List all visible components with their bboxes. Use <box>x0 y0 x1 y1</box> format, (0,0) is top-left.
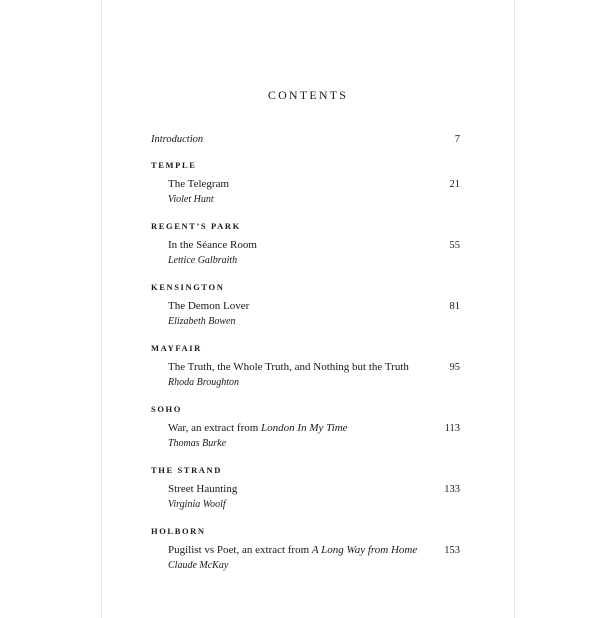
entry-author: Virginia Woolf <box>168 499 226 510</box>
page-title: CONTENTS <box>267 88 349 102</box>
section-heading: TEMPLE <box>151 160 197 170</box>
entry-page-number: 95 <box>449 362 460 373</box>
contents-section <box>151 526 460 587</box>
contents-section <box>151 465 460 526</box>
introduction-page-number: 7 <box>454 134 460 145</box>
entry-title <box>168 178 229 190</box>
contents-section <box>151 282 460 343</box>
section-heading: REGENT’S PARK <box>151 221 241 231</box>
entry-author: Lettice Galbraith <box>168 255 238 266</box>
section-heading: THE STRAND <box>151 465 223 475</box>
entry-page-number: 113 <box>444 423 460 434</box>
entry-page-number: 55 <box>449 240 460 251</box>
section-heading: MAYFAIR <box>151 343 202 353</box>
introduction-entry: Introduction <box>151 134 204 145</box>
contents-section <box>151 404 460 465</box>
entry-page-number: 21 <box>449 179 460 190</box>
entry-author: Elizabeth Bowen <box>168 316 236 327</box>
entry-title-text: In the Séance Room <box>168 239 257 251</box>
entry-title-text: Street Haunting <box>168 483 238 495</box>
section-heading: SOHO <box>151 404 182 414</box>
entry-title-text: The Telegram <box>168 178 230 190</box>
entry-title-text: The Demon Lover <box>168 300 250 312</box>
entry-title <box>168 544 417 556</box>
entry-title <box>168 422 348 434</box>
entry-title-text: The Truth, the Whole Truth, and Nothing but the Truth <box>168 361 409 373</box>
contents-section <box>151 343 460 404</box>
entry-title-italic: London In My Time <box>261 422 348 434</box>
entry-title-italic: A Long Way from Home <box>311 544 418 556</box>
section-heading: HOLBORN <box>151 526 206 536</box>
entry-author: Claude McKay <box>168 560 229 571</box>
entry-page-number: 153 <box>444 545 460 556</box>
entry-title <box>168 300 249 312</box>
contents-section <box>151 160 460 221</box>
entry-title-text: War, an extract from <box>168 422 262 434</box>
entry-title <box>168 239 257 251</box>
entry-title-text: Pugilist vs Poet, an extract from <box>168 544 312 556</box>
entry-page-number: 81 <box>449 301 460 312</box>
entry-title <box>168 361 409 373</box>
entry-title <box>168 483 237 495</box>
entry-author: Violet Hunt <box>168 194 214 205</box>
entry-author: Thomas Burke <box>168 438 227 449</box>
section-heading: KENSINGTON <box>151 282 225 292</box>
contents-section <box>151 221 460 282</box>
entry-author: Rhoda Broughton <box>168 377 240 388</box>
entry-page-number: 133 <box>444 484 460 495</box>
